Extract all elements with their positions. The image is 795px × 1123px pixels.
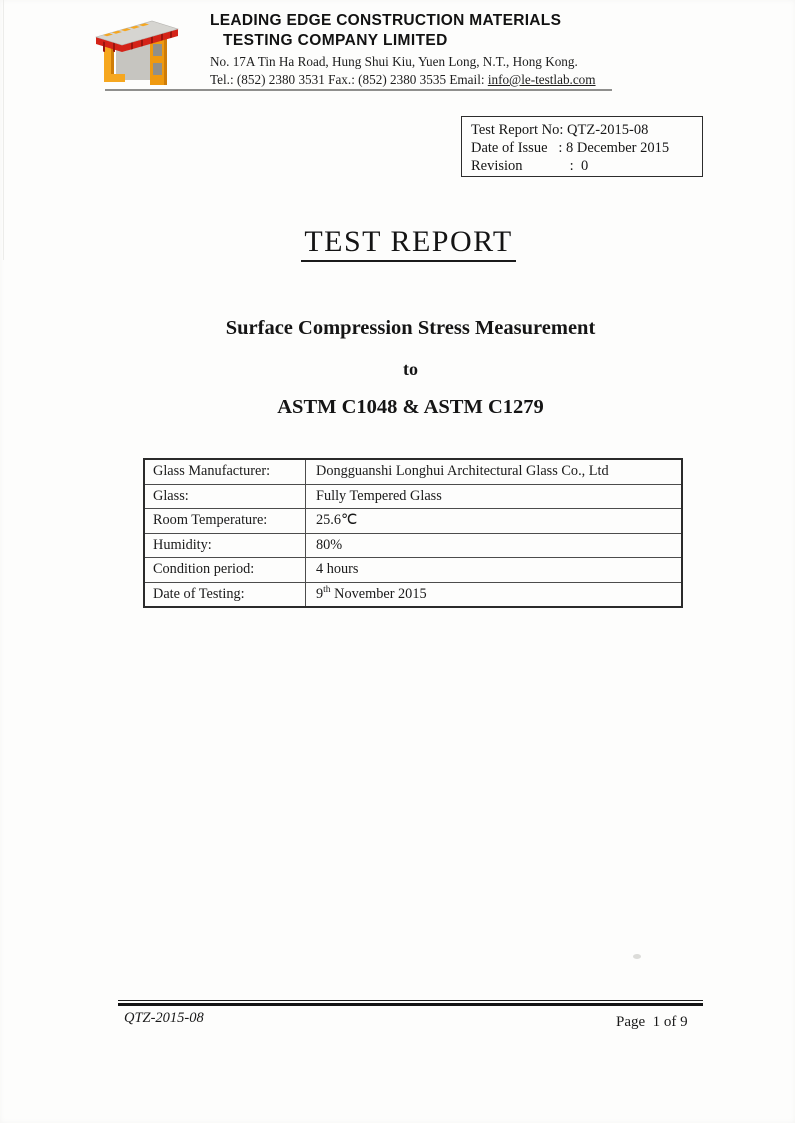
subtitle-standards: ASTM C1048 & ASTM C1279 xyxy=(277,396,544,418)
table-row-condition-period xyxy=(144,558,682,583)
subtitle-test-name: Surface Compression Stress Measurement xyxy=(225,317,596,339)
company-logo xyxy=(95,16,179,88)
report-info-box xyxy=(461,116,703,177)
table-row-date-of-testing xyxy=(144,582,682,607)
email-text: info@le-testlab.com xyxy=(487,72,596,87)
row-label: Glass: xyxy=(144,484,306,509)
revision-line: Revision : 0 xyxy=(471,158,589,174)
letterhead xyxy=(210,12,596,88)
specimen-info-table xyxy=(143,458,683,608)
row-value: 9th November 2015 xyxy=(306,582,683,607)
row-label: Glass Manufacturer: xyxy=(144,459,306,484)
header-divider xyxy=(105,89,612,91)
company-name-line2: TESTING COMPANY LIMITED xyxy=(223,32,448,49)
row-label: Humidity: xyxy=(144,533,306,558)
row-label: Date of Testing: xyxy=(144,582,306,607)
ordinal-suffix: th xyxy=(323,584,331,595)
table-row-room-temperature xyxy=(144,509,682,534)
footer-page-number: Page 1 of 9 xyxy=(616,1014,688,1030)
tel-fax-text: Tel.: (852) 2380 3531 Fax.: (852) 2380 3535 Email: xyxy=(210,72,488,87)
date-of-issue-line: Date of Issue : 8 December 2015 xyxy=(471,140,670,156)
row-value: 25.6℃ xyxy=(306,509,683,534)
row-label: Room Temperature: xyxy=(144,509,306,534)
report-number-line: Test Report No: QTZ-2015-08 xyxy=(471,122,649,138)
report-title-wrap xyxy=(11,225,795,262)
footer-divider xyxy=(118,1000,703,1006)
table-row-glass xyxy=(144,484,682,509)
row-value: Fully Tempered Glass xyxy=(306,484,683,509)
subtitle-to: to xyxy=(403,359,418,379)
row-value: Dongguanshi Longhui Architectural Glass Co., Ltd xyxy=(306,459,683,484)
report-subtitle xyxy=(13,317,795,419)
table-row-humidity xyxy=(144,533,682,558)
footer-report-number: QTZ-2015-08 xyxy=(124,1010,204,1026)
scan-speck-artifact xyxy=(633,954,641,959)
company-address: No. 17A Tin Ha Road, Hung Shui Kiu, Yuen Long, N.T., Hong Kong. xyxy=(210,54,578,69)
report-title: TEST REPORT xyxy=(301,225,515,262)
company-contact-line xyxy=(210,72,596,88)
table-row-glass-manufacturer xyxy=(144,459,682,484)
row-value: 80% xyxy=(306,533,683,558)
row-value: 4 hours xyxy=(306,558,683,583)
company-name-line1: LEADING EDGE CONSTRUCTION MATERIALS xyxy=(210,12,562,29)
row-label: Condition period: xyxy=(144,558,306,583)
scan-edge-artifact xyxy=(3,0,4,260)
